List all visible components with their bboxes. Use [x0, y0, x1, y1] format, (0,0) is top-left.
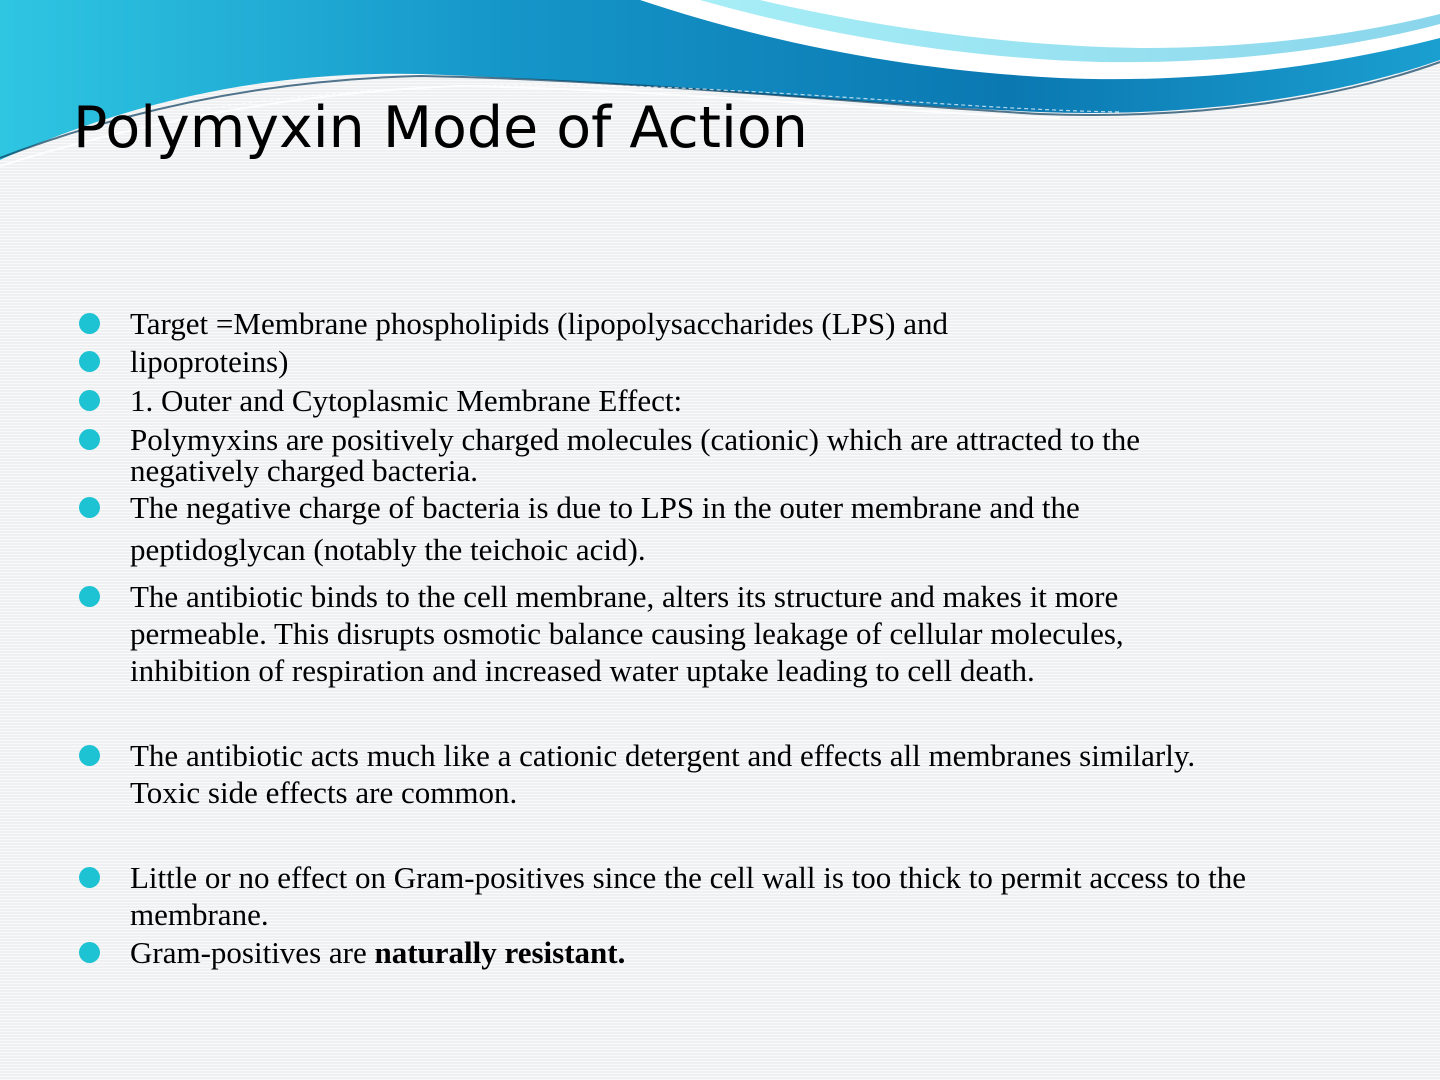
bullet-item — [130, 581, 1190, 689]
bullet-dot-icon — [79, 313, 100, 334]
bullet-item — [130, 492, 1170, 571]
bullet-dot-icon — [79, 351, 100, 372]
bullet-text: The negative charge of bacteria is due to LPS in the outer membrane and the peptidoglycan (notably the teichoic acid). — [130, 490, 1080, 567]
bullet-text-prefix: Gram-positives are — [130, 935, 375, 970]
bullet-text: Polymyxins are positively charged molecules (cationic) which are attracted to the negatively charged bacteria. — [130, 422, 1141, 488]
bullet-text — [130, 937, 1330, 968]
bullet-text: Target =Membrane phospholipids (lipopolysaccharides (LPS) and — [130, 306, 948, 341]
bullet-text: 1. Outer and Cytoplasmic Membrane Effect: — [130, 383, 683, 418]
bullet-item — [130, 937, 1330, 968]
bullet-item — [130, 385, 1330, 416]
bullet-dot-icon — [79, 867, 100, 888]
bullet-text: lipoproteins) — [130, 344, 289, 379]
bullet-item — [130, 862, 1300, 933]
bullet-text: The antibiotic acts much like a cationic detergent and effects all membranes similarly. Toxic side effects are common. — [130, 738, 1196, 810]
bullet-dot-icon — [79, 497, 100, 518]
bullet-dot-icon — [79, 390, 100, 411]
bullet-item — [130, 424, 1230, 486]
bullet-dot-icon — [79, 429, 100, 450]
bullet-item — [130, 346, 1330, 377]
bullet-dot-icon — [79, 586, 100, 607]
bullet-item — [130, 308, 1330, 339]
bullet-text: The antibiotic binds to the cell membrane, alters its structure and makes it more permeable. This disrupts osmotic balance causing leakage of cellular molecules, inhibition of respiration and increased water uptake leading to cell death. — [130, 579, 1124, 688]
bullet-dot-icon — [79, 745, 100, 766]
bullet-dot-icon — [79, 942, 100, 963]
bullet-item — [130, 740, 1250, 811]
bullet-text-bold: naturally resistant. — [374, 935, 626, 970]
slide-title: Polymyxin Mode of Action — [73, 95, 808, 161]
bullet-text: Little or no effect on Gram-positives since the cell wall is too thick to permit access to the membrane. — [130, 860, 1246, 932]
